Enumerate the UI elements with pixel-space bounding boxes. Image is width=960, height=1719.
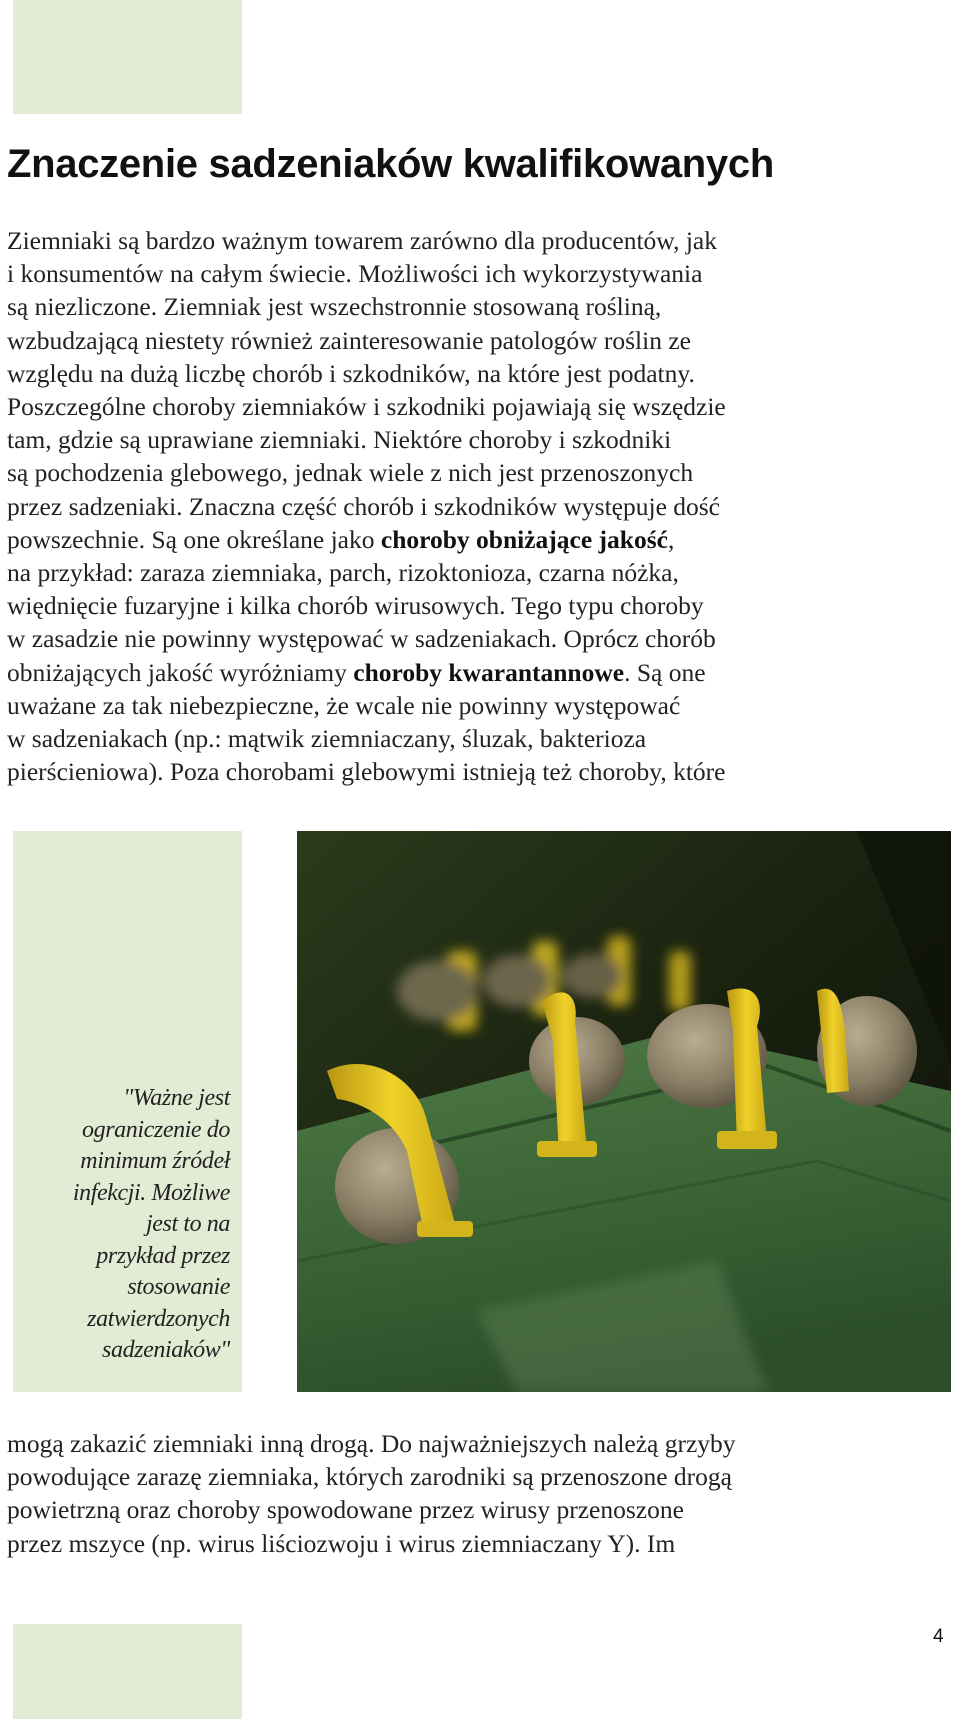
text-line [7,224,726,257]
text-segment: Ziemniaki są bardzo ważnym towarem zarówno dla producentów, jak [7,226,717,255]
text-line [7,324,726,357]
page-title: Znaczenie sadzeniaków kwalifikowanych [7,142,774,186]
text-segment: są pochodzenia glebowego, jednak wiele z nich jest przenoszonych [7,458,694,488]
quote-line: stosowanie [127,1274,230,1300]
pull-quote [30,1083,230,1367]
quote-line: przykład przez [96,1242,230,1269]
text-segment: na przykład: zaraza ziemniaka, parch, rizoktonioza, czarna nóżka, [7,558,679,588]
text-line [7,1493,736,1526]
text-segment: w zasadzie nie powinny występować w sadzeniakach. Oprócz chorób [7,624,716,654]
text-segment: pierścieniowa). Poza chorobami glebowymi istnieją też choroby, które [7,757,726,787]
text-segment: są niezliczone. Ziemniak jest wszechstronnie stosowaną rośliną, [7,292,662,322]
quote-line: zatwierdzonych [87,1305,230,1332]
text-line [7,689,726,722]
text-line [7,390,726,423]
text-line [7,1460,736,1493]
text-segment: wzbudzającą niestety również zainteresowanie patologów roślin ze [7,325,691,355]
quote-line: infekcji. Możliwe [72,1179,230,1206]
text-line [7,257,726,290]
text-segment: w sadzeniakach (np.: mątwik ziemniaczany, śluzak, bakterioza [7,724,647,754]
text-segment: , [667,524,675,554]
quote-line: minimum źródeł [80,1148,230,1174]
text-line [7,589,726,622]
text-line [7,1427,736,1460]
quote-line: ograniczenie do [82,1116,230,1143]
text-line [7,423,726,456]
text-segment: . Są one [624,657,706,687]
text-segment: uważane za tak niebezpieczne, że wcale nie powinny występować [7,690,681,720]
potato-planter-photo [297,831,951,1392]
page-number: 4 [933,1626,944,1647]
text-line [7,490,726,523]
bold-term: choroby kwarantannowe [353,657,625,687]
photo-illustration [297,831,951,1392]
paragraph-1 [7,224,726,788]
paragraph-2 [7,1427,736,1560]
text-segment: względu na dużą liczbę chorób i szkodników, na które jest podatny. [7,358,695,388]
text-line [7,722,726,755]
text-line [7,456,726,489]
decorative-bottom-block [13,1624,242,1719]
text-line [7,523,726,556]
text-segment: powodujące zarazę ziemniaka, których zarodniki są przenoszone drogą [7,1462,732,1492]
text-segment: mogą zakazić ziemniaki inną drogą. Do najważniejszych należą grzyby [7,1429,736,1458]
decorative-top-block [13,0,242,114]
text-segment: przez sadzeniaki. Znaczna część chorób i szkodników występuje dość [7,491,721,521]
text-segment: Poszczególne choroby ziemniaków i szkodniki pojawiają się wszędzie [7,392,726,422]
text-line [7,755,726,788]
quote-line: sadzeniaków" [102,1337,230,1363]
text-segment: powszechnie. Są one określane jako [7,524,381,554]
text-segment: i konsumentów na całym świecie. Możliwości ich wykorzystywania [7,259,703,289]
text-line [7,656,726,689]
quote-line: "Ważne jest [123,1085,230,1111]
text-segment: obniżających jakość wyróżniamy [7,657,354,687]
text-line [7,556,726,589]
text-line [7,290,726,323]
text-line [7,622,726,655]
text-segment: powietrzną oraz choroby spowodowane przez wirusy przenoszone [7,1495,684,1525]
text-segment: więdnięcie fuzaryjne i kilka chorób wirusowych. Tego typu choroby [7,591,704,621]
text-line [7,357,726,390]
text-line [7,1527,736,1560]
text-segment: tam, gdzie są uprawiane ziemniaki. Niektóre choroby i szkodniki [7,425,672,455]
quote-line: jest to na [146,1211,230,1237]
text-segment: przez mszyce (np. wirus liściozwoju i wirus ziemniaczany Y). Im [7,1528,676,1558]
bold-term: choroby obniżające jakość [380,524,668,554]
